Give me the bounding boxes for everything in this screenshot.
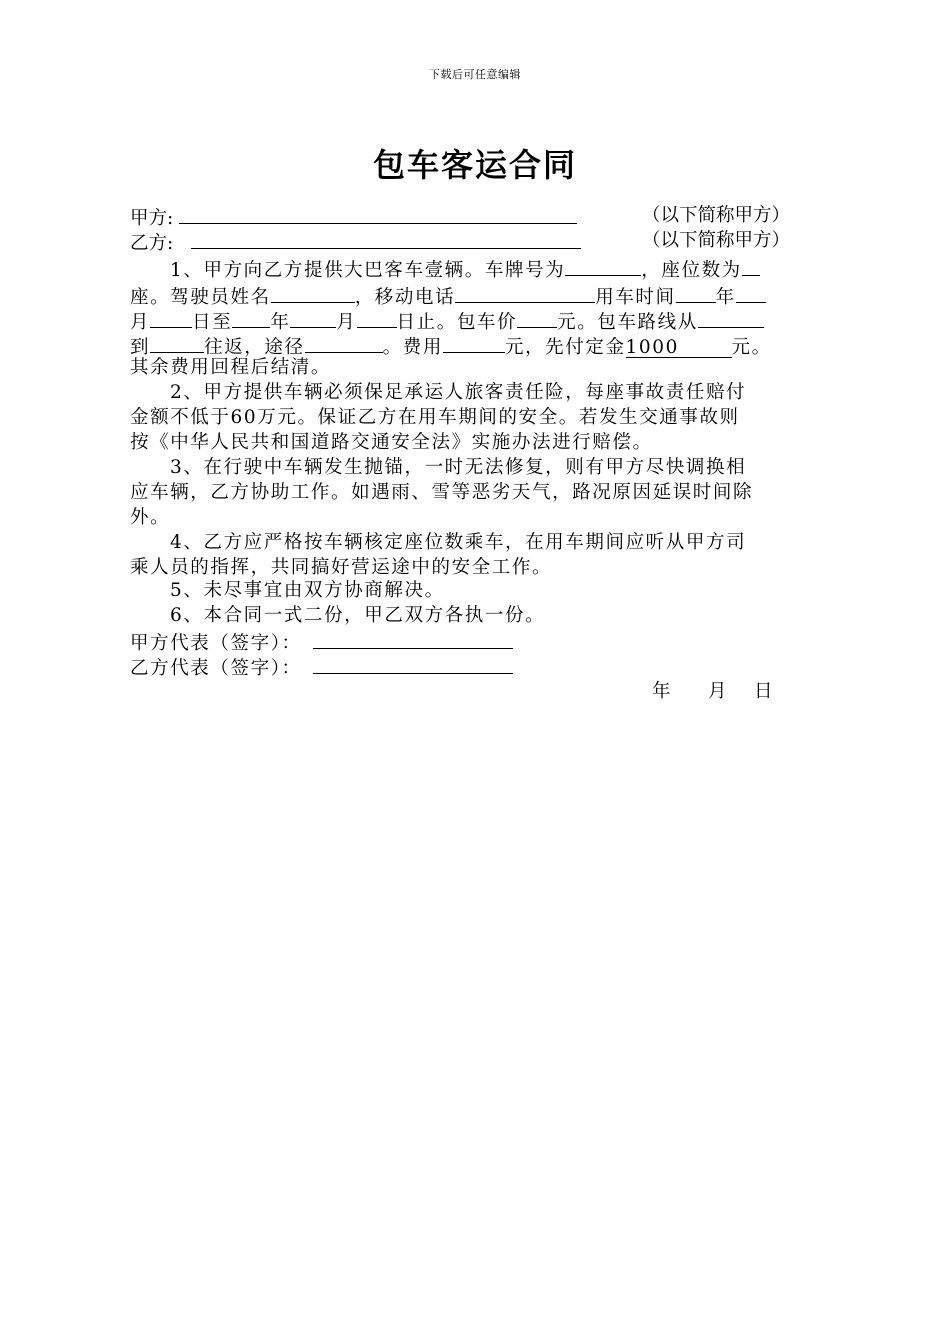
plate-number-field[interactable] [565,256,641,276]
route-from-field[interactable] [698,308,764,328]
clause1-text: 元，先付定金 [504,337,626,358]
clause1-text: ，座位数为 [641,260,742,281]
date-day: 日 [754,681,773,702]
party-a-line [130,204,830,228]
clause1-text: ，移动电话 [354,287,456,308]
deposit-field[interactable]: 1000 [626,338,732,358]
charter-price-field[interactable] [517,308,557,328]
header-note: 下载后可任意编辑 [429,68,521,81]
date-month: 月 [708,681,727,702]
party-b-field[interactable] [191,229,581,249]
mobile-phone-field[interactable] [455,283,595,303]
clause6-line: 6、本合同一式二份，甲乙双方各执一份。 [170,605,546,626]
sign-a-line [130,629,830,653]
fee-field[interactable] [443,333,505,353]
start-year-field[interactable] [676,283,716,303]
clause4-line2: 乘人员的指挥，共同搞好营运途中的安全工作。 [130,557,553,578]
clause1-line3 [130,308,830,332]
clause1-text: 用车时间 [595,287,676,308]
start-day-field[interactable] [150,308,192,328]
date-line [130,680,830,704]
party-a-field[interactable] [179,204,577,224]
party-b-line [130,229,830,253]
driver-name-field[interactable] [271,283,355,303]
clause2-line3: 按《中华人民共和国道路交通安全法》实施办法进行赔偿。 [130,432,653,453]
clause1-text: 月 [130,312,151,333]
route-to-field[interactable] [150,333,204,353]
clause1-text: 年 [270,312,291,333]
clause1-line5: 其余费用回程后结清。 [130,357,332,378]
start-month-field[interactable] [736,283,766,303]
sign-b-field[interactable] [313,654,513,674]
page-title: 包车客运合同 [372,146,577,184]
clause1-text: 日止。包车价 [396,312,518,333]
sign-a-label: 甲方代表（签字）： [130,633,302,654]
end-day-field[interactable] [357,308,397,328]
route-via-field[interactable] [305,333,383,353]
party-a-label: 甲方: [130,208,174,229]
date-year: 年 [652,681,671,702]
clause1-text: 年 [715,287,736,308]
seat-count-field[interactable] [742,256,760,276]
clause1-text: 元。包车路线从 [557,312,698,333]
clause1-text: 月 [336,312,357,333]
clause1-text: 往返，途径 [204,337,305,358]
clause4-line1: 4、乙方应严格按车辆核定座位数乘车，在用车期间应听从甲方司 [170,532,747,553]
clause2-line2: 金额不低于60万元。保证乙方在用车期间的安全。若发生交通事故则 [130,407,740,428]
party-a-suffix: （以下简称甲方） [642,205,791,226]
clause3-line2: 应车辆，乙方协助工作。如遇雨、雪等恶劣天气，路况原因延误时间除 [130,482,754,503]
clause1-text: 元。 [731,337,772,358]
clause1-line2 [130,283,830,307]
clause1-text: 1、甲方向乙方提供大巴客车壹辆。车牌号为 [170,260,566,281]
clause1-line4 [130,333,830,357]
party-b-label: 乙方: [130,233,174,254]
clause1-text: 座。驾驶员姓名 [130,287,271,308]
clause3-line3: 外。 [130,507,171,528]
end-month-field[interactable] [290,308,336,328]
clause1-text: 到 [130,337,151,358]
end-year-field[interactable] [232,308,270,328]
sign-a-field[interactable] [313,629,513,649]
clause3-line1: 3、在行驶中车辆发生抛锚，一时无法修复，则有甲方尽快调换相 [170,457,747,478]
clause2-line1: 2、甲方提供车辆必须保足承运人旅客责任险，每座事故责任赔付 [170,382,747,403]
party-b-suffix: （以下简称甲方） [642,230,791,251]
clause1-text: 日至 [192,312,233,333]
clause1-text: 。费用 [382,337,443,358]
sign-b-line [130,654,830,678]
clause1-line1 [130,256,830,280]
clause5-line: 5、未尽事宜由双方协商解决。 [170,580,445,601]
sign-b-label: 乙方代表（签字）： [130,658,302,679]
